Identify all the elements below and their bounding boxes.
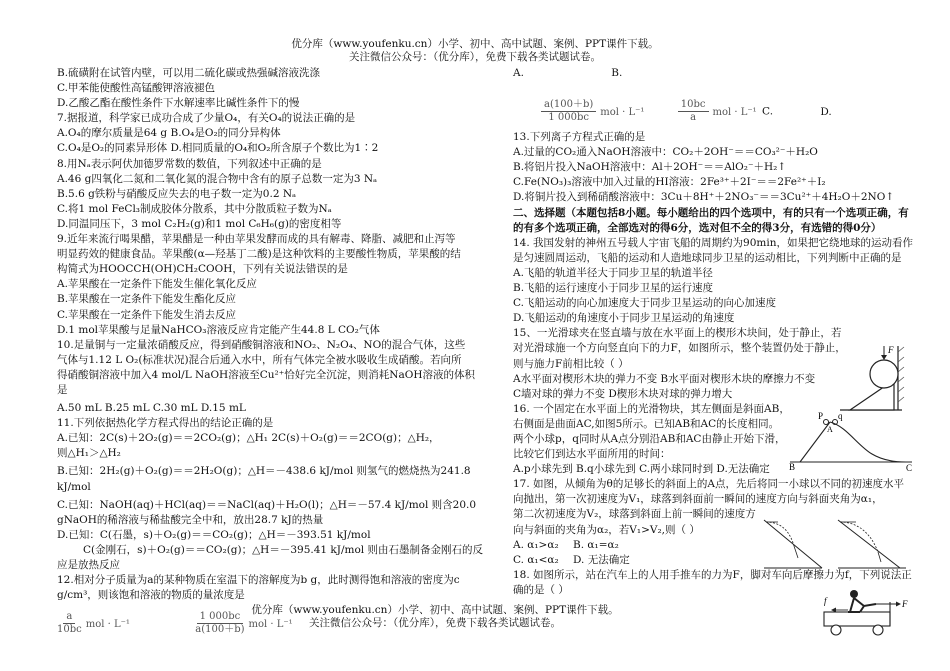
formula-10bc-over-a — [678, 99, 709, 124]
q15-stem-2: 对光滑球施一个方向竖直向下的力F，如图所示，整个装置仍处于静止， — [513, 342, 846, 355]
q16-incline-curve-figure — [786, 410, 916, 472]
q7-options-cd: C.O₄是O₂的同素异形体 D.相同质量的O₄和O₂所含原子个数比为1∶2 — [57, 142, 379, 155]
q17-option-d: D. 无法确定 — [573, 553, 630, 566]
q17-sketch-2 — [838, 520, 906, 568]
q15-stem-1: 15、一光滑球夹在竖直墙与放在水平面上的楔形木块间，处于静止，若 — [513, 327, 842, 340]
q12-stem-2: g/cm³，则该饱和溶液的物质的量浓度是 — [57, 589, 245, 602]
q18-person-cart-figure — [820, 588, 912, 638]
q8-option-b: B.5.6 g铁粉与硝酸反应失去的电子数一定为0.2 Nₐ — [57, 187, 297, 200]
footer-line-1: 优分库（www.youfenku.cn）小学、初中、高中试题、案例、PPT课件下载。 — [251, 604, 619, 616]
frac-den: 10bc — [57, 624, 82, 636]
q16-stem-3: 两个小球p，q同时从A点分别沿AB和AC由静止开始下滑， — [513, 432, 786, 445]
formula-a-over-10bc — [57, 611, 82, 636]
q14-option-b: B.飞船的运行速度小于同步卫星的运行速度 — [513, 282, 714, 295]
q7-stem: 7.据报道，科学家已成功合成了少量O₄，有关O₄的说法正确的是 — [57, 112, 356, 125]
q8-option-d: D.同温同压下，3 mol C₂H₂(g)和1 mol C₆H₆(g)的密度相等 — [57, 217, 342, 230]
q15-stem-3: 则与施力F前相比较（ ） — [513, 357, 629, 370]
q12-option-labels — [513, 66, 933, 81]
q11-option-b: B.已知：2H₂(g)＋O₂(g)＝＝2H₂O(g)；△H＝－438.6 kJ/mol 则氢气的燃烧热为241.8 — [57, 465, 471, 478]
q17-option-a: A. α₁>α₂ — [513, 538, 559, 551]
q11-option-d-3: 应是放热反应 — [57, 559, 120, 571]
page-header — [0, 38, 950, 64]
frac-num: a — [63, 611, 75, 624]
q14-stem-2: 是匀速圆周运动，飞船的运动和人造地球同步卫星的运动相比，下列判断中正确的是 — [513, 251, 902, 264]
label-c: C — [906, 463, 913, 472]
q13-option-d: D.将铜片投入到稀硝酸溶液中：3Cu＋8H⁺＋2NO₃⁻＝＝3Cu²⁺＋4H₂O＋2NO↑ — [513, 191, 895, 204]
header-line-2: 关注微信公众号：（优分库），免费下载各类试题试卷。 — [349, 51, 601, 63]
q13-option-b: B.将铝片投入NaOH溶液中：Al＋2OH⁻＝＝AlO₂⁻＋H₂↑ — [513, 161, 787, 174]
q10-stem-2: 气体与1.12 L O₂(标准状况)混合后通入水中，所有气体完全被水吸收生成硝酸。若向所 — [57, 353, 462, 366]
q17-sketch-1 — [764, 520, 822, 568]
q8-stem: 8.用Nₐ表示阿伏加德罗常数的数值，下列叙述中正确的是 — [57, 157, 322, 170]
q6-option-c: C.甲苯能使酸性高锰酸钾溶液褪色 — [57, 82, 215, 95]
page-footer — [135, 604, 735, 630]
label-q: q — [838, 411, 843, 421]
unit-label: mol · L⁻¹ — [248, 618, 293, 630]
option-b-label: B. — [611, 67, 623, 79]
q17-projectile-figure — [760, 514, 910, 572]
q16-options: A.p小球先到 B.q小球先到 C.两小球同时到 D.无法确定 — [513, 463, 770, 476]
frac-num: a(100＋b) — [541, 99, 596, 112]
q11-option-c: C.已知：NaOH(aq)＋HCl(aq)＝＝NaCl(aq)＋H₂O(l)；△H＝－57.4 kJ/mol 则含20.0 — [57, 498, 477, 511]
q12-formulas-cd — [513, 99, 933, 124]
q18-stem-1: 18. 如图所示，站在汽车上的人用手推车的力为F，脚对车向后摩擦力为f，下列说法正 — [513, 568, 912, 581]
label-friction-f: f — [824, 596, 827, 606]
label-b: B — [789, 462, 796, 472]
q16-stem-2: 右侧面是曲面AC,如图5所示。已知AB和AC的长度相同。 — [513, 417, 780, 430]
option-a-label: A. — [513, 67, 524, 79]
q9-stem-1: 9.近年来流行喝果醋，苹果醋是一种由苹果发酵而成的具有解毒、降脂、减肥和止泻等 — [57, 233, 456, 246]
frac-num: 1 000bc — [197, 611, 244, 624]
header-line-1: 优分库（www.youfenku.cn）小学、初中、高中试题、案例、PPT课件下载。 — [291, 38, 659, 50]
q6-option-d: D.乙酸乙酯在酸性条件下水解速率比碱性条件下的慢 — [57, 97, 300, 110]
force-label: F — [888, 345, 894, 355]
frac-den: a(100＋b) — [195, 624, 245, 636]
ball-p — [824, 420, 829, 425]
q16-stem-1: 16. 一个固定在水平面上的光滑物块，其左侧面是斜面AB， — [513, 402, 790, 415]
unit-label: mol · L⁻¹ — [600, 106, 645, 118]
q14-option-d: D.飞船运动的角速度小于同步卫星运动的角速度 — [513, 312, 735, 325]
q17-option-b: B. α₁=α₂ — [573, 538, 619, 551]
q15-ball-wedge-figure — [836, 344, 908, 414]
wall-hatch — [898, 347, 904, 402]
q11-stem: 11.下列依据热化学方程式得出的结论正确的是 — [57, 417, 274, 430]
q10-stem-4: 是 — [57, 383, 68, 396]
q8-option-c: C.将1 mol FeCl₃制成胶体分散系，其中分散质粒子数为Nₐ — [57, 202, 332, 215]
q11-option-d-2: C(金刚石，s)＋O₂(g)＝＝CO₂(g)；△H＝－395.41 kJ/mol 则由石墨制备金刚石的反 — [83, 543, 484, 556]
q13-option-a: A.过量的CO₂通入NaOH溶液中：CO₂＋2OH⁻＝＝CO₃²⁻＋H₂O — [513, 146, 818, 159]
q9-option-a: A.苹果酸在一定条件下能发生催化氧化反应 — [57, 278, 257, 291]
q11-option-a-cont: 则△H₁＞△H₂ — [57, 447, 121, 460]
unit-label: mol · L⁻¹ — [85, 618, 130, 630]
q9-option-d: D.1 mol苹果酸与足量NaHCO₃溶液反应肯定能产生44.8 L CO₂气体 — [57, 323, 380, 336]
q7-options-ab: A.O₄的摩尔质量是64 g B.O₄是O₂的同分异构体 — [57, 127, 281, 140]
frac-num: 10bc — [678, 99, 709, 112]
q6-option-b: B.硫磺附在试管内壁，可以用二硫化碳或热强碱溶液洗涤 — [57, 67, 321, 79]
section-2-heading-1: 二、选择题（本题包括8小题。每小题给出的四个选项中，有的只有一个选项正确，有 — [513, 206, 909, 219]
cart-wheel-right — [873, 625, 883, 635]
cart-wheel-left — [831, 625, 841, 635]
q10-stem-1: 10.足量铜与一定量浓硝酸反应，得到硝酸铜溶液和NO₂、N₂O₄、NO的混合气体，这些 — [57, 338, 466, 351]
q11-option-b-cont: kJ/mol — [57, 480, 91, 493]
option-d-label: D. — [820, 105, 832, 118]
section-2-heading-2: 的有多个选项正确，全部选对的得6分，选对但不全的得3分，有选错的得0分） — [513, 221, 882, 234]
left-column — [57, 66, 484, 636]
q10-stem-3: 得硝酸铜溶液中加入4 mol/L NaOH溶液至Cu²⁺恰好完全沉淀，则消耗NaOH溶液的体积 — [57, 368, 475, 381]
q13-option-c: C.Fe(NO₃)₃溶液中加入过量的HI溶液：2Fe³⁺＋2I⁻＝＝2Fe²⁺＋I₂ — [513, 176, 826, 189]
q15-options-cd: C墙对球的弹力不变 D楔形木块对球的弹力增大 — [513, 387, 733, 400]
q17-stem-3: 第二次初速度为V₂，球落到斜面上前一瞬间的速度方 — [513, 508, 756, 521]
label-p: P — [818, 411, 824, 421]
unit-label: mol · L⁻¹ — [712, 106, 757, 118]
q14-stem-1: 14. 我国发射的神州五号载人宇宙飞船的周期约为90min，如果把它绕地球的运动看作 — [513, 236, 913, 249]
person-body — [848, 598, 876, 612]
frac-den: 1 000bc — [548, 112, 589, 124]
force-arrowhead — [881, 355, 887, 360]
q11-option-d: D.已知：C(石墨，s)＋O₂(g)＝＝CO₂(g)；△H＝－393.51 kJ/mol — [57, 528, 371, 541]
q15-options-ab: A水平面对楔形木块的弹力不变 B水平面对楔形木块的摩擦力不变 — [513, 372, 816, 385]
q9-option-b: B.苹果酸在一定条件下能发生酯化反应 — [57, 293, 237, 306]
q9-stem-2: 明显药效的健康食品。苹果酸(α—羟基丁二酸)是这种饮料的主要酸性物质，苹果酸的结 — [57, 248, 461, 261]
incline-ab — [800, 422, 830, 462]
q11-option-a: A.已知：2C(s)＋2O₂(g)＝＝2CO₂(g)；△H₁ 2C(s)＋O₂(g)＝＝2CO(g)；△H₂， — [57, 432, 440, 445]
q17-option-c: C. α₁<α₂ — [513, 553, 559, 566]
q12-stem-1: 12.相对分子质量为a的某种物质在室温下的溶解度为b g，此时测得饱和溶液的密度为c — [57, 574, 460, 587]
q13-stem: 13.下列离子方程式正确的是 — [513, 131, 646, 144]
curve-ac — [830, 422, 906, 462]
label-a: A — [827, 425, 833, 434]
q9-stem-3: 构简式为HOOCCH(OH)CH₂COOH，下列有关说法错误的是 — [57, 263, 348, 276]
q11-option-c-cont: gNaOH的稀溶液与稀盐酸完全中和，放出28.7 kJ的热量 — [57, 513, 324, 526]
smooth-ball — [870, 360, 898, 388]
q9-option-c: C.苹果酸在一定条件下能发生消去反应 — [57, 308, 236, 321]
frac-den: a — [690, 112, 697, 124]
q14-option-c: C.飞船运动的向心加速度大于同步卫星运动的向心加速度 — [513, 297, 776, 310]
footer-line-2: 关注微信公众号：（优分库），免费下载各类试题试卷。 — [309, 617, 561, 629]
label-force-f: F — [902, 599, 908, 609]
cart-body — [824, 612, 890, 626]
q14-option-a: A.飞船的轨道半径大于同步卫星的轨道半径 — [513, 266, 713, 279]
q17-stem-1: 17. 如图，从倾角为θ的足够长的斜面上的A点，先后将同一小球以不同的初速度水平 — [513, 478, 904, 491]
option-c-label: C. — [762, 105, 774, 118]
formula-a100b-over-1000bc — [541, 99, 596, 124]
q17-stem-2: 向抛出，第一次初速度为V₁，球落到斜面前一瞬间的速度方向与斜面夹角为α₁， — [513, 493, 883, 506]
q17-stem-4: 向与斜面的夹角为α₂，若V₁>V₂,则（ ） — [513, 523, 700, 536]
q10-options: A.50 mL B.25 mL C.30 mL D.15 mL — [57, 402, 246, 415]
q8-option-a: A.46 g四氧化二氮和二氧化氮的混合物中含有的原子总数一定为3 Nₐ — [57, 172, 378, 185]
q16-stem-4: 比较它们到达水平面所用的时间： — [513, 448, 671, 461]
q18-stem-2: 确的是（ ） — [513, 583, 569, 596]
person-head — [850, 590, 858, 598]
force-f-arrowhead — [896, 602, 901, 607]
